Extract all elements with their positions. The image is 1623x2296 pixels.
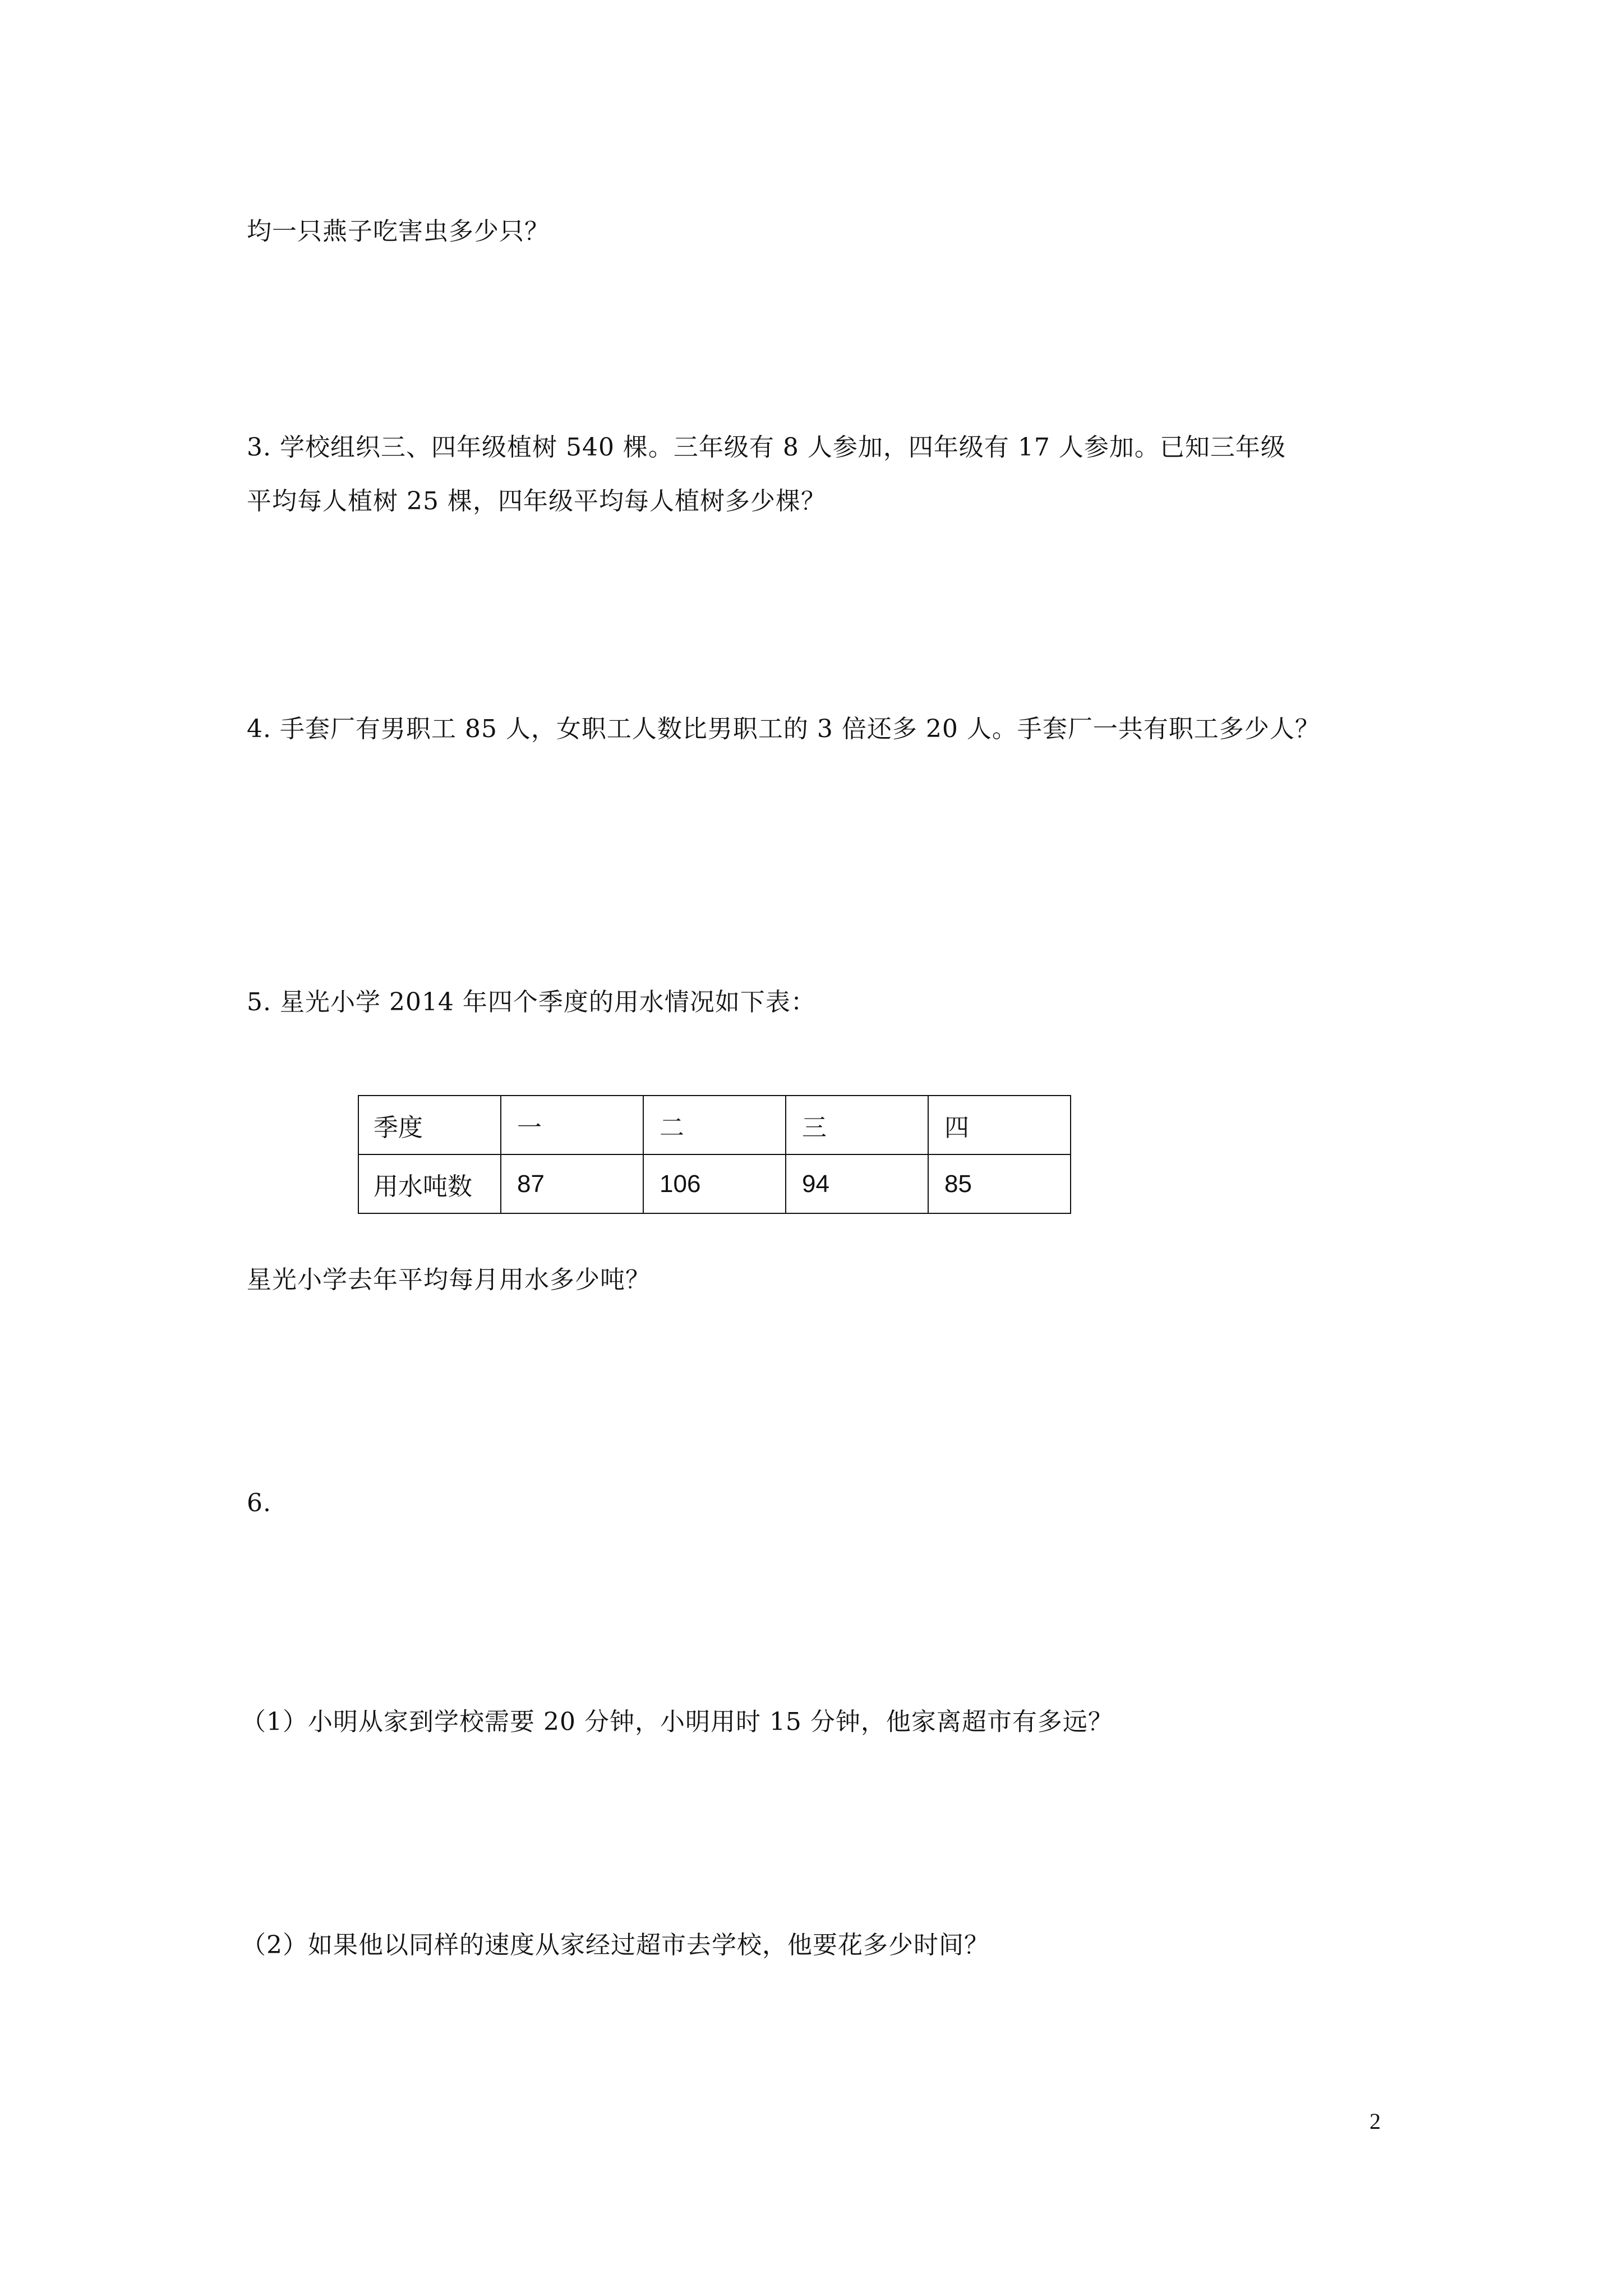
problem-4: 4. 手套厂有男职工 85 人，女职工人数比男职工的 3 倍还多 20 人。手套厂一共有职工多少人？: [247, 715, 1320, 743]
quarter-cell: 三: [786, 1096, 928, 1154]
problem-5-intro: 5. 星光小学 2014 年四个季度的用水情况如下表：: [247, 988, 816, 1016]
table-value-label-cell: 用水吨数: [358, 1154, 501, 1213]
problem-3-line-1: 3. 学校组织三、四年级植树 540 棵。三年级有 8 人参加，四年级有 17 人参加。已知三年级: [247, 433, 1286, 462]
problem-3-line-2: 平均每人植树 25 棵，四年级平均每人植树多少棵？: [247, 487, 826, 516]
problem-5-question: 星光小学去年平均每月用水多少吨？: [247, 1266, 651, 1294]
value-cell: 94: [786, 1154, 928, 1213]
value-cell: 106: [643, 1154, 786, 1213]
page-number: 2: [1370, 2109, 1381, 2134]
table-row-values: [358, 1154, 1071, 1213]
value-cell: 87: [501, 1154, 643, 1213]
table-header-cell: 季度: [358, 1096, 501, 1154]
problem-6-label: 6.: [247, 1489, 271, 1517]
water-usage-table: [358, 1095, 1071, 1214]
problem-6-subquestion-2: （2）如果他以同样的速度从家经过超市去学校，他要花多少时间？: [241, 1931, 989, 1959]
problem-6-subquestion-1: （1）小明从家到学校需要 20 分钟，小明用时 15 分钟，他家离超市有多远？: [241, 1708, 1113, 1736]
quarter-cell: 一: [501, 1096, 643, 1154]
table-row-quarters: [358, 1096, 1071, 1154]
value-cell: 85: [928, 1154, 1071, 1213]
quarter-cell: 二: [643, 1096, 786, 1154]
quarter-cell: 四: [928, 1096, 1071, 1154]
problem-2-continuation: 均一只燕子吃害虫多少只？: [247, 217, 550, 246]
